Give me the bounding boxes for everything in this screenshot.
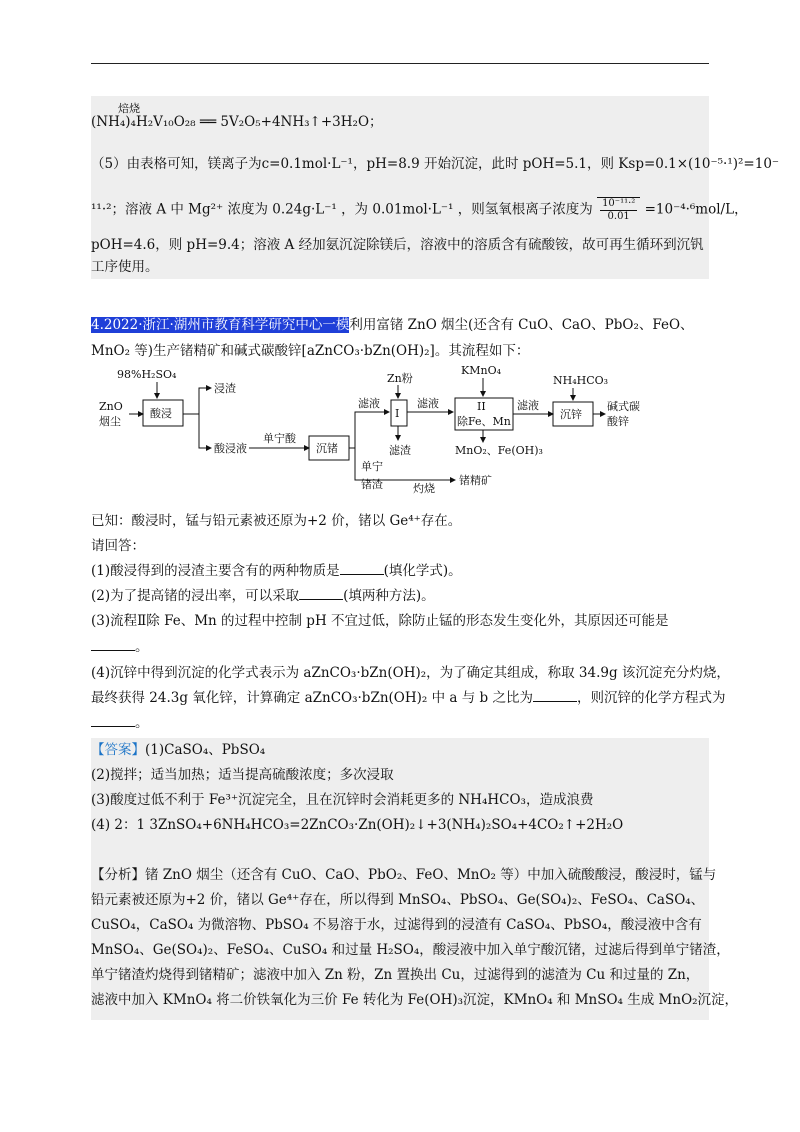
- q4-line-3: [91, 714, 149, 732]
- flow-zno: ZnO: [99, 400, 123, 413]
- p5-line-1: （5）由表格可知，镁离子为c=0.1mol·L⁻¹，pH=8.9 开始沉淀，此时 pOH=5.1，则 Ksp=0.1×(10⁻⁵·¹)²=10⁻: [91, 156, 780, 172]
- eq-condition: 焙烧: [118, 102, 140, 115]
- flow-lvzha: 滤渣: [389, 444, 411, 457]
- q3-line: (3)流程Ⅱ除 Fe、Mn 的过程中控制 pH 不宜过低，除防止锰的形态发生变化外，其原因还可能是: [91, 613, 669, 629]
- q4-blank-2[interactable]: [91, 714, 135, 727]
- question-stem-text: 利用富锗 ZnO 烟尘(还含有 CuO、CaO、PbO₂、FeO、: [349, 317, 694, 333]
- flow-danning-2: 锗渣: [361, 478, 383, 491]
- q2-blank[interactable]: [299, 587, 343, 600]
- question-stem-1: [91, 316, 694, 334]
- q4-blank-1[interactable]: [533, 689, 577, 702]
- analysis-line-2: 铅元素被还原为+2 价，锗以 Ge⁴⁺存在，所以得到 MnSO₄、PbSO₄、Ge(SO₄)₂、FeSO₄、CaSO₄、: [91, 892, 705, 908]
- answer-line-3: (3)酸度过低不利于 Fe³⁺沉淀完全，且在沉锌时会消耗更多的 NH₄HCO₃，造成浪费: [91, 792, 594, 808]
- flow-yanchen: 烟尘: [99, 415, 121, 428]
- flow-kmno4: KMnO₄: [461, 364, 501, 377]
- q1-line: [91, 562, 462, 580]
- q4-suffix: 。: [135, 715, 149, 731]
- p5-text-a: ¹¹·²；溶液 A 中: [91, 201, 184, 218]
- flow-zhejingkuang: 锗精矿: [459, 474, 492, 487]
- sqrt-expression: [597, 197, 640, 223]
- flow-box1-label: I: [395, 407, 400, 420]
- flow-danning-1: 单宁: [361, 460, 383, 473]
- q1-suffix: (填化学式)。: [383, 563, 462, 579]
- flow-chenzhe: 沉锗: [316, 442, 338, 455]
- flow-lvye1: 滤液: [358, 397, 380, 410]
- analysis-line-3: CuSO₄，CaSO₄ 为微溶物、PbSO₄ 不易溶于水，过滤得到的浸渣有 CaSO₄、PbSO₄，酸浸液中含有: [91, 917, 702, 933]
- flow-lvye2: 滤液: [417, 397, 439, 410]
- question-stem-2: MnO₂ 等)生产锗精矿和碱式碳酸锌[aZnCO₃·bZn(OH)₂]。其流程如下：: [91, 343, 530, 359]
- answer-tag: 【答案】: [91, 742, 145, 758]
- analysis-line-6: 滤液中加入 KMnO₄ 将二价铁氧化为三价 Fe 转化为 Fe(OH)₃沉淀，KMnO₄ 和 MnSO₄ 生成 MnO₂沉淀，: [91, 992, 739, 1008]
- answer-line-1: [91, 741, 265, 759]
- ask-line: 请回答：: [91, 538, 145, 554]
- q3-blank[interactable]: [91, 638, 135, 651]
- flow-lvye3: 滤液: [517, 399, 539, 412]
- p5-text-c: ，为: [341, 201, 369, 218]
- frac-denominator: 0.01: [607, 211, 630, 222]
- flow-znfen: Zn粉: [387, 372, 413, 385]
- answer-line-4: (4) 2：1 3ZnSO₄+6NH₄HCO₃=2ZnCO₃·Zn(OH)₂↓+3(NH₄)₂SO₄+4CO₂↑+2H₂O: [91, 817, 624, 833]
- answer-line-2: (2)搅拌；适当加热；适当提高硫酸浓度；多次浸取: [91, 767, 394, 783]
- q4-mid: ，则沉锌的化学方程式为: [576, 690, 726, 706]
- flow-chenxin: 沉锌: [560, 408, 582, 421]
- flow-suanjin: 酸浸: [150, 407, 172, 420]
- p5-line-3: pOH=4.6，则 pH=9.4；溶液 A 经加氨沉淀除镁后，溶液中的溶质含有硫酸铵，故可再生循环到沉钒: [91, 237, 704, 253]
- q4-line-2: [91, 689, 725, 707]
- p5-text-b: 浓度为: [227, 201, 268, 218]
- flow-suanjinye: 酸浸液: [214, 442, 247, 455]
- q3-suffix: 。: [135, 639, 149, 655]
- flow-zhuoshao: 灼烧: [413, 482, 435, 495]
- header-rule: [91, 63, 709, 64]
- flow-jssxin-2: 酸锌: [607, 415, 629, 428]
- q2-suffix: (填两种方法)。: [343, 588, 435, 604]
- flow-box2-b: 除Fe、Mn: [457, 415, 511, 428]
- flow-mno2: MnO₂、Fe(OH)₃: [455, 444, 543, 457]
- q3-blank-line: [91, 638, 149, 656]
- p5-line-2: [91, 197, 748, 223]
- frac-numerator: 10⁻¹¹·²: [602, 198, 636, 209]
- flow-box2-a: II: [477, 400, 486, 413]
- p5-conc1: 0.24g·L⁻¹: [272, 201, 337, 218]
- q4-line-1: (4)沉锌中得到沉淀的化学式表示为 aZnCO₃·bZn(OH)₂，为了确定其组成，称取 34.9g 该沉淀充分灼烧，: [91, 665, 730, 681]
- equation-line: (NH₄)₄H₂V₁₀O₂₈ ══ 5V₂O₅+4NH₃↑+3H₂O；: [91, 114, 383, 130]
- process-flow-diagram: [95, 362, 655, 502]
- p5-line-4: 工序使用。: [91, 259, 159, 275]
- analysis-line-5: 单宁锗渣灼烧得到锗精矿；滤液中加入 Zn 粉，Zn 置换出 Cu，过滤得到的滤渣为 Cu 和过量的 Zn，: [91, 967, 700, 983]
- answer-1: (1)CaSO₄、PbSO₄: [145, 742, 266, 758]
- p5-mg: Mg²⁺: [188, 201, 224, 218]
- flow-h2so4: 98%H₂SO₄: [117, 368, 177, 381]
- q2-line: [91, 587, 435, 605]
- q1-text: (1)酸浸得到的浸渣主要含有的两种物质是: [91, 563, 340, 579]
- analysis-line-4: MnSO₄、Ge(SO₄)₂、FeSO₄、CuSO₄ 和过量 H₂SO₄，酸浸液中加入单宁酸沉锗，过滤后得到单宁锗渣，: [91, 942, 730, 958]
- question-source[interactable]: 4.2022·浙江·湖州市教育科学研究中心一模: [91, 317, 350, 333]
- p5-text-e: =10⁻⁴·⁶mol/L，: [644, 201, 748, 218]
- flow-nh4hco3: NH₄HCO₃: [553, 374, 609, 387]
- q4-text: 最终获得 24.3g 氧化锌，计算确定 aZnCO₃·bZn(OH)₂ 中 a 与 b 之比为: [91, 690, 533, 706]
- flow-danningsuan: 单宁酸: [263, 432, 296, 445]
- q2-text: (2)为了提高锗的浸出率，可以采取: [91, 588, 300, 604]
- analysis-line-1: 【分析】锗 ZnO 烟尘（还含有 CuO、CaO、PbO₂、FeO、MnO₂ 等）中加入硫酸酸浸，酸浸时，锰与: [91, 867, 717, 883]
- p5-conc2: 0.01mol·L⁻¹: [372, 201, 454, 218]
- flow-jssxin-1: 碱式碳: [607, 400, 640, 413]
- q1-blank[interactable]: [340, 562, 384, 575]
- known-line: 已知：酸浸时，锰与铅元素被还原为+2 价，锗以 Ge⁴⁺存在。: [91, 513, 462, 529]
- flow-jinzha: 浸渣: [214, 382, 236, 395]
- p5-text-d: ，则氢氧根离子浓度为: [457, 201, 593, 218]
